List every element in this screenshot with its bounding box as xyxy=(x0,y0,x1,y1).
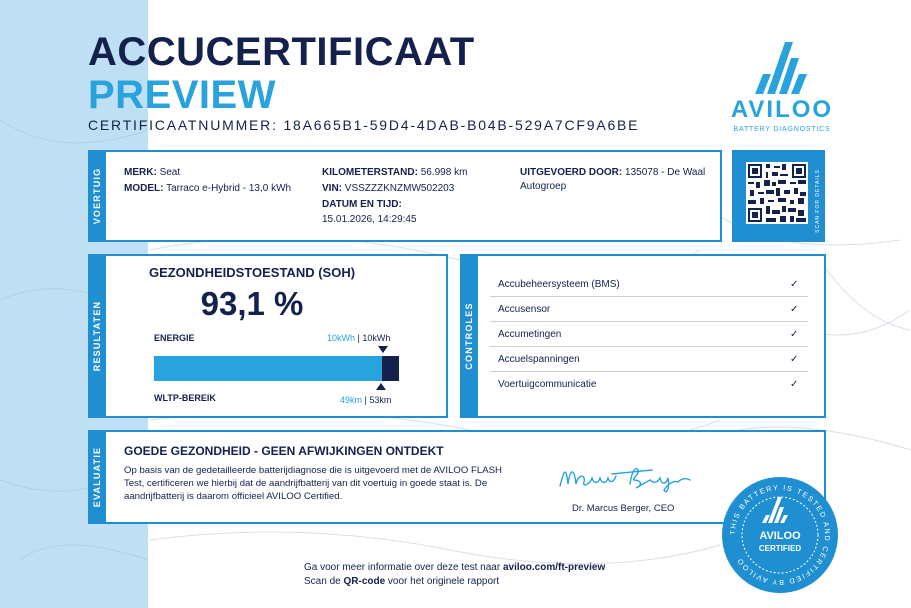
footer-line2 xyxy=(304,575,605,589)
divider xyxy=(490,296,808,297)
divider xyxy=(490,346,808,347)
make-value: Seat xyxy=(159,167,181,178)
soh-bar-remainder xyxy=(382,356,399,381)
make-field xyxy=(124,166,180,180)
checks-tab xyxy=(460,254,478,418)
vehicle-tab-label: VOERTUIG xyxy=(92,167,102,225)
mileage-value: 56.998 km xyxy=(420,167,468,178)
range-separator: | xyxy=(362,395,370,405)
qr-code-icon[interactable] xyxy=(746,162,808,224)
footer xyxy=(304,561,605,589)
vin-label: VIN: xyxy=(322,183,342,194)
qr-caption: SCAN FOR DETAILS xyxy=(815,169,821,233)
footer-line1 xyxy=(304,561,605,575)
energy-values xyxy=(327,333,390,343)
checkmark-icon: ✓ xyxy=(790,279,799,290)
evaluation-text: Op basis van de gedetailleerde batterijdiagnose die is uitgevoerd met de AVILOO FLASH Test, certificeren we hierbij dat de aandrijfbatterij van dit voertuig in goede staat is. De aandrijfbatterij is daarom officieel AVILOO Certified. xyxy=(124,465,502,502)
page-title: ACCUCERTIFICAAT xyxy=(88,30,475,74)
make-label: MERK: xyxy=(124,167,157,178)
evaluation-tab xyxy=(88,430,106,524)
check-item-label: Accuelspanningen xyxy=(498,354,580,365)
results-tab-label: RESULTATEN xyxy=(92,300,102,372)
check-item-label: Accusensor xyxy=(498,304,551,315)
footer-info-text: Ga voor meer informatie over deze test naar xyxy=(304,562,503,573)
range-current: 49km xyxy=(340,395,363,405)
check-item-label: Accubeheersysteem (BMS) xyxy=(498,279,620,290)
seal-label: CERTIFIED xyxy=(758,544,802,553)
date-value: 15.01.2026, 14:29:45 xyxy=(322,214,417,225)
performed-by-field xyxy=(520,166,705,180)
seal-ring-text: THIS BATTERY IS TESTED AND CERTIFIED BY AVILOO xyxy=(727,482,833,588)
range-label: WLTP-BEREIK xyxy=(154,393,216,403)
checkmark-icon: ✓ xyxy=(790,379,799,390)
performed-by-value-line2: Autogroep xyxy=(520,181,567,192)
footer-report-text: voor het originele rapport xyxy=(385,576,500,587)
check-item-label: Accumetingen xyxy=(498,329,562,340)
performed-by-value: 135078 - De Waal xyxy=(625,167,706,178)
soh-value: 93,1 % xyxy=(200,285,304,322)
range-nominal: 53km xyxy=(369,395,392,405)
checkmark-icon: ✓ xyxy=(790,304,799,315)
energy-nominal: 10kWh xyxy=(362,333,391,343)
page-subtitle: PREVIEW xyxy=(88,73,276,117)
range-values xyxy=(340,395,391,405)
model-value: Tarraco e-Hybrid - 13,0 kWh xyxy=(166,183,292,194)
soh-title: GEZONDHEIDSTOESTAND (SOH) xyxy=(148,265,356,280)
qr-caption-strip xyxy=(814,162,822,240)
aviloo-logo-icon xyxy=(753,38,811,94)
performed-by-label: UITGEVOERD DOOR: xyxy=(520,167,623,178)
qr-code-panel[interactable] xyxy=(732,150,825,242)
footer-scan-text: Scan de xyxy=(304,576,344,587)
model-field xyxy=(124,182,291,196)
range-marker-icon xyxy=(376,383,386,390)
vin-field xyxy=(322,182,454,196)
date-label: DATUM EN TIJD: xyxy=(322,199,402,210)
mileage-field xyxy=(322,166,467,180)
vehicle-tab xyxy=(88,150,106,242)
footer-qr-text: QR-code xyxy=(343,576,386,587)
energy-current: 10kWh xyxy=(327,333,356,343)
logo-tagline: BATTERY DIAGNOSTICS xyxy=(733,126,831,133)
soh-bar xyxy=(154,356,382,381)
checkmark-icon: ✓ xyxy=(790,354,799,365)
evaluation-title: GOEDE GEZONDHEID - GEEN AFWIJKINGEN ONTDEKT xyxy=(124,444,444,458)
evaluation-tab-label: EVALUATIE xyxy=(92,446,102,508)
checks-tab-label: CONTROLES xyxy=(464,302,474,370)
aviloo-logo xyxy=(727,38,837,138)
checkmark-icon: ✓ xyxy=(790,329,799,340)
divider xyxy=(490,371,808,372)
results-tab xyxy=(88,254,106,418)
vehicle-section xyxy=(88,150,722,242)
signature xyxy=(556,460,696,496)
certificate-number: CERTIFICAATNUMMER: 18A665B1-59D4-4DAB-B04B-529A7CF9A6BE xyxy=(88,117,640,133)
energy-separator: | xyxy=(355,333,363,343)
energy-marker-icon xyxy=(378,346,388,353)
mileage-label: KILOMETERSTAND: xyxy=(322,167,418,178)
check-item-label: Voertuigcommunicatie xyxy=(498,379,597,390)
certified-seal-icon xyxy=(720,475,840,595)
vin-value: VSSZZZKNZMW502203 xyxy=(344,183,455,194)
date-field xyxy=(322,198,402,212)
seal-name: AVILOO xyxy=(759,530,801,542)
signer-name: Dr. Marcus Berger, CEO xyxy=(572,503,675,514)
footer-link[interactable]: aviloo.com/ft-preview xyxy=(502,562,606,573)
model-label: MODEL: xyxy=(124,183,164,194)
logo-wordmark: AVILOO xyxy=(730,96,834,123)
divider xyxy=(490,321,808,322)
energy-label: ENERGIE xyxy=(154,333,195,343)
